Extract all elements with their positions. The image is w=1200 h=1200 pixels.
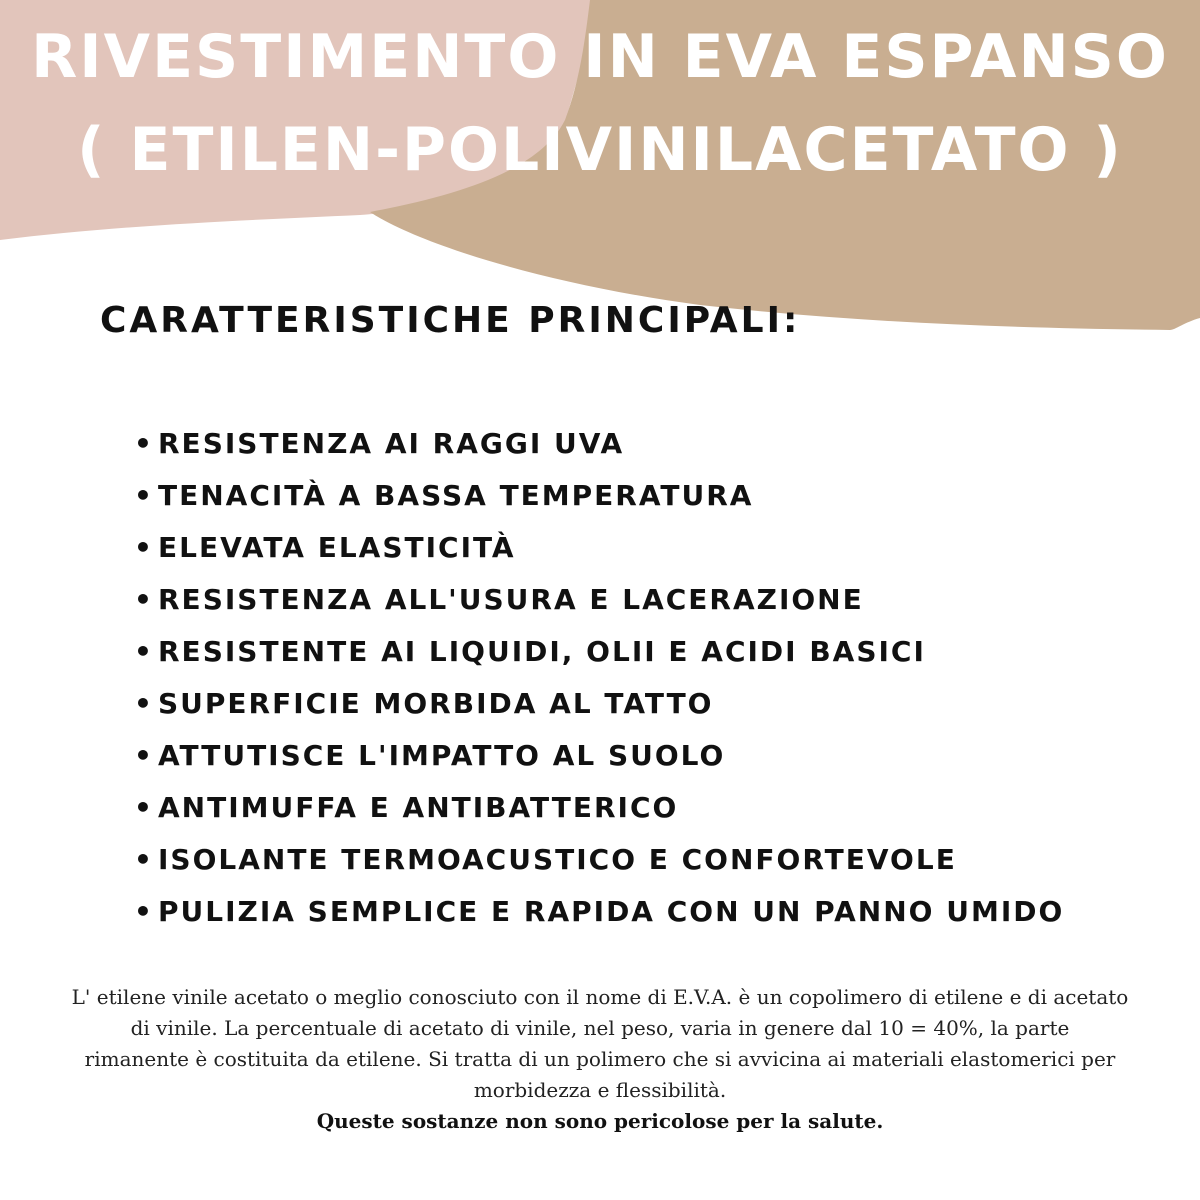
feature-label: ELEVATA ELASTICITÀ bbox=[158, 531, 516, 564]
feature-label: SUPERFICIE MORBIDA AL TATTO bbox=[158, 687, 714, 720]
feature-item bbox=[134, 732, 1064, 784]
feature-item bbox=[134, 576, 1064, 628]
safety-note: Queste sostanze non sono pericolose per la salute. bbox=[316, 1109, 884, 1133]
feature-label: ANTIMUFFA E ANTIBATTERICO bbox=[158, 791, 679, 824]
bullet-icon: • bbox=[134, 635, 154, 668]
bullet-icon: • bbox=[134, 895, 154, 928]
feature-item bbox=[134, 420, 1064, 472]
feature-item bbox=[134, 888, 1064, 940]
bullet-icon: • bbox=[134, 687, 154, 720]
feature-list bbox=[134, 420, 1064, 940]
feature-label: ISOLANTE TERMOACUSTICO E CONFORTEVOLE bbox=[158, 843, 957, 876]
feature-label: PULIZIA SEMPLICE E RAPIDA CON UN PANNO UMIDO bbox=[158, 895, 1065, 928]
bullet-icon: • bbox=[134, 479, 154, 512]
bullet-icon: • bbox=[134, 791, 154, 824]
bullet-icon: • bbox=[134, 583, 154, 616]
bullet-icon: • bbox=[134, 843, 154, 876]
feature-label: RESISTENZA ALL'USURA E LACERAZIONE bbox=[158, 583, 864, 616]
feature-label: RESISTENZA AI RAGGI UVA bbox=[158, 427, 625, 460]
title-line-1: RIVESTIMENTO IN EVA ESPANSO bbox=[31, 22, 1169, 92]
feature-item bbox=[134, 680, 1064, 732]
bullet-icon: • bbox=[134, 427, 154, 460]
feature-item bbox=[134, 472, 1064, 524]
feature-item bbox=[134, 784, 1064, 836]
description-line: L' etilene vinile acetato o meglio conosciuto con il nome di E.V.A. è un copolimero di etilene e di acetato bbox=[71, 985, 1129, 1009]
bullet-icon: • bbox=[134, 739, 154, 772]
feature-item bbox=[134, 524, 1064, 576]
description-line: morbidezza e flessibilità. bbox=[473, 1078, 727, 1102]
feature-item bbox=[134, 836, 1064, 888]
feature-item bbox=[134, 628, 1064, 680]
feature-label: RESISTENTE AI LIQUIDI, OLII E ACIDI BASICI bbox=[158, 635, 926, 668]
section-heading: CARATTERISTICHE PRINCIPALI: bbox=[100, 300, 801, 341]
feature-label: TENACITÀ A BASSA TEMPERATURA bbox=[158, 479, 754, 512]
title-line-2: ( ETILEN-POLIVINILACETATO ) bbox=[77, 115, 1123, 185]
bullet-icon: • bbox=[134, 531, 154, 564]
description-line: rimanente è costituita da etilene. Si tratta di un polimero che si avvicina ai materiali elastomerici per bbox=[84, 1047, 1116, 1071]
description-block bbox=[0, 982, 1200, 1137]
description-line: di vinile. La percentuale di acetato di vinile, nel peso, varia in genere dal 10 = 40%, la parte bbox=[130, 1016, 1070, 1040]
feature-label: ATTUTISCE L'IMPATTO AL SUOLO bbox=[158, 739, 726, 772]
